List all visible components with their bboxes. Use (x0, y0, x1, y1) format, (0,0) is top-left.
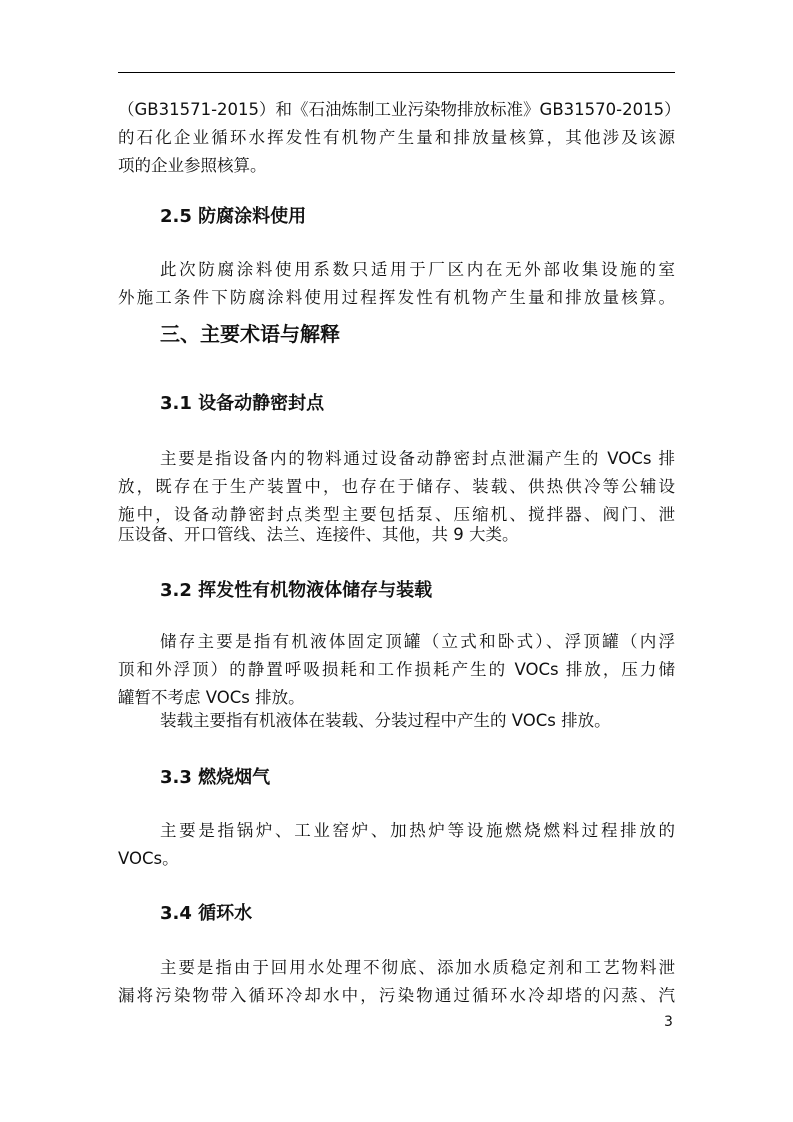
paragraph-line: 的石化企业循环水挥发性有机物产生量和排放量核算，其他涉及该源 (118, 128, 675, 147)
section-heading-3-3: 3.3 燃烧烟气 (160, 767, 271, 788)
paragraph-line: VOCs。 (118, 849, 179, 868)
paragraph-line: 主要是指设备内的物料通过设备动静密封点泄漏产生的 VOCs 排 (160, 449, 675, 468)
paragraph-line: 项的企业参照核算。 (118, 156, 267, 175)
paragraph-line: 放，既存在于生产装置中，也存在于储存、装载、供热供冷等公辅设 (118, 477, 675, 496)
paragraph-line: （GB31571-2015）和《石油炼制工业污染物排放标准》GB31570-2015） (118, 100, 681, 119)
paragraph-line: 施中，设备动静密封点类型主要包括泵、压缩机、搅拌器、阀门、泄 (118, 505, 675, 524)
paragraph-line: 漏将污染物带入循环冷却水中，污染物通过循环水冷却塔的闪蒸、汽 (118, 986, 675, 1005)
paragraph-line: 储存主要是指有机液体固定顶罐（立式和卧式）、浮顶罐（内浮 (160, 632, 675, 651)
paragraph-line: 此次防腐涂料使用系数只适用于厂区内在无外部收集设施的室 (160, 260, 675, 279)
chapter-heading-3: 三、主要术语与解释 (160, 322, 340, 346)
section-heading-3-4: 3.4 循环水 (160, 903, 253, 924)
paragraph-line: 顶和外浮顶）的静置呼吸损耗和工作损耗产生的 VOCs 排放，压力储 (118, 660, 675, 679)
section-heading-3-1: 3.1 设备动静密封点 (160, 393, 325, 414)
paragraph-line: 主要是指由于回用水处理不彻底、添加水质稳定剂和工艺物料泄 (160, 958, 675, 977)
paragraph-line: 罐暂不考虑 VOCs 排放。 (118, 688, 305, 707)
section-heading-3-2: 3.2 挥发性有机物液体储存与装载 (160, 580, 433, 601)
section-heading-2-5: 2.5 防腐涂料使用 (160, 206, 307, 227)
paragraph-line: 装载主要指有机液体在装载、分装过程中产生的 VOCs 排放。 (160, 711, 611, 730)
paragraph-line: 外施工条件下防腐涂料使用过程挥发性有机物产生量和排放量核算。 (118, 288, 675, 307)
paragraph-line: 主要是指锅炉、工业窑炉、加热炉等设施燃烧燃料过程排放的 (160, 821, 675, 840)
page-number: 3 (664, 1014, 673, 1030)
paragraph-line: 压设备、开口管线、法兰、连接件、其他，共 9 大类。 (118, 525, 519, 544)
header-rule (118, 72, 675, 73)
